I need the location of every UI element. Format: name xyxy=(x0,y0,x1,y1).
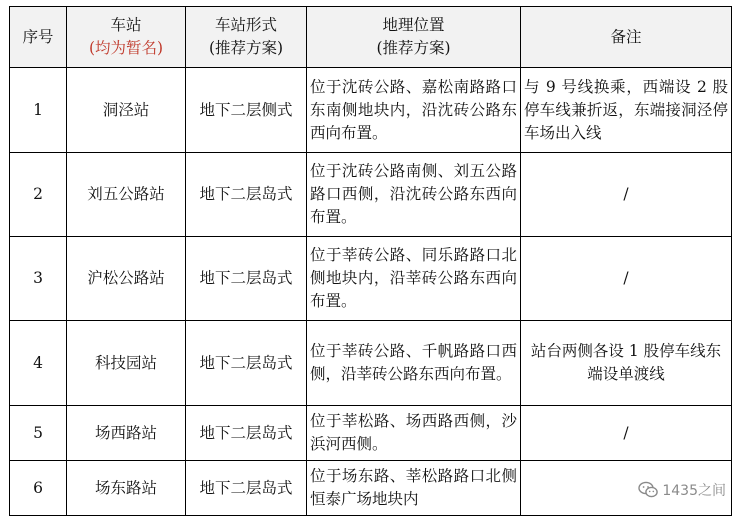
cell-station: 场西路站 xyxy=(67,406,186,461)
header-form-note: (推荐方案) xyxy=(208,39,284,57)
table-row xyxy=(10,461,732,516)
watermark-text: 1435之间 xyxy=(662,483,726,499)
header-form-label: 车站形式 xyxy=(214,16,277,34)
table-row xyxy=(10,68,732,153)
cell-location: 位于莘松路、场西路西侧，沙浜河西侧。 xyxy=(307,406,521,461)
header-form xyxy=(186,7,307,68)
cell-remarks: 站台两侧各设 1 股停车线东端设单渡线 xyxy=(521,321,732,406)
cell-index: 6 xyxy=(10,461,67,516)
cell-index: 2 xyxy=(10,153,67,237)
header-station-label: 车站 xyxy=(110,16,142,34)
cell-index: 3 xyxy=(10,237,67,321)
table-row xyxy=(10,321,732,406)
cell-station: 科技园站 xyxy=(67,321,186,406)
cell-location: 位于莘砖公路、同乐路路口北侧地块内，沿莘砖公路东西向布置。 xyxy=(307,237,521,321)
wechat-icon xyxy=(638,481,658,499)
cell-remarks: / xyxy=(521,237,732,321)
cell-location: 位于场东路、莘松路路口北侧恒泰广场地块内 xyxy=(307,461,521,516)
table-row xyxy=(10,406,732,461)
header-remarks: 备注 xyxy=(521,7,732,68)
cell-remarks: / xyxy=(521,406,732,461)
header-station-note: (均为暂名) xyxy=(88,39,164,57)
header-index: 序号 xyxy=(10,7,67,68)
header-location-note: (推荐方案) xyxy=(376,39,451,57)
cell-index: 4 xyxy=(10,321,67,406)
table-row xyxy=(10,237,732,321)
table-header-row xyxy=(10,7,732,68)
header-station xyxy=(67,7,186,68)
cell-form: 地下二层岛式 xyxy=(186,461,307,516)
cell-remarks: / xyxy=(521,153,732,237)
cell-location: 位于沈砖公路南侧、刘五公路路口西侧，沿沈砖公路东西向布置。 xyxy=(307,153,521,237)
cell-station: 洞泾站 xyxy=(67,68,186,153)
cell-form: 地下二层岛式 xyxy=(186,321,307,406)
cell-station: 沪松公路站 xyxy=(67,237,186,321)
header-location-label: 地理位置 xyxy=(382,16,445,34)
cell-form: 地下二层岛式 xyxy=(186,237,307,321)
cell-index: 1 xyxy=(10,68,67,153)
cell-form: 地下二层岛式 xyxy=(186,153,307,237)
watermark xyxy=(638,480,726,500)
cell-location: 位于莘砖公路、千帆路路口西侧，沿莘砖公路东西向布置。 xyxy=(307,321,521,406)
cell-form: 地下二层侧式 xyxy=(186,68,307,153)
cell-station: 场东路站 xyxy=(67,461,186,516)
cell-index: 5 xyxy=(10,406,67,461)
header-location xyxy=(307,7,521,68)
table-row xyxy=(10,153,732,237)
cell-location: 位于沈砖公路、嘉松南路路口东南侧地块内，沿沈砖公路东西向布置。 xyxy=(307,68,521,153)
cell-form: 地下二层岛式 xyxy=(186,406,307,461)
station-table xyxy=(9,6,732,516)
cell-remarks: 与 9 号线换乘，西端设 2 股停车线兼折返，东端接洞泾停车场出入线 xyxy=(521,68,732,153)
cell-station: 刘五公路站 xyxy=(67,153,186,237)
